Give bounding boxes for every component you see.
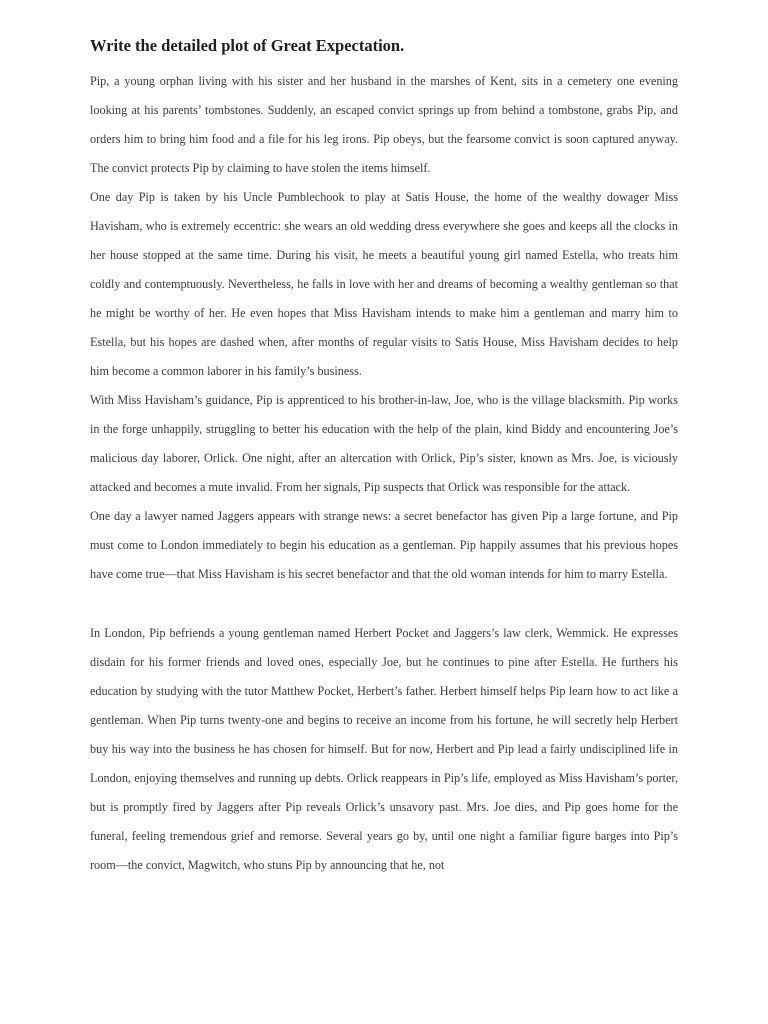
- paragraph-gap: [90, 589, 678, 619]
- document-page: [90, 34, 678, 880]
- paragraph-london: In London, Pip befriends a young gentleman named Herbert Pocket and Jaggers’s law clerk, Wemmick. He expresses disdain for his former friends and loved ones, especially Joe, but he continues to pine after Estella. He furthers his education by studying with the tutor Matthew Pocket, Herbert’s father. Herbert himself helps Pip learn how to act like a gentleman. When Pip turns twenty-one and begins to receive an income from his fortune, he will secretly help Herbert buy his way into the business he has chosen for himself. But for now, Herbert and Pip lead a fairly undisciplined life in London, enjoying themselves and running up debts. Orlick reappears in Pip’s life, employed as Miss Havisham’s porter, but is promptly fired by Jaggers after Pip reveals Orlick’s unsavory past. Mrs. Joe dies, and Pip goes home for the funeral, feeling tremendous grief and remorse. Several years go by, until one night a familiar figure barges into Pip’s room—the convict, Magwitch, who stuns Pip by announcing that he, not: [90, 626, 678, 872]
- paragraph-apprenticeship: With Miss Havisham’s guidance, Pip is apprenticed to his brother-in-law, Joe, who is the village blacksmith. Pip works in the forge unhappily, struggling to better his education with the help of the plain, kind Biddy and encountering Joe’s malicious day laborer, Orlick. One night, after an altercation with Orlick, Pip’s sister, known as Mrs. Joe, is viciously attacked and becomes a mute invalid. From her signals, Pip suspects that Orlick was responsible for the attack.: [90, 393, 678, 494]
- document-title: Write the detailed plot of Great Expectation.: [90, 36, 405, 55]
- paragraph-benefactor: One day a lawyer named Jaggers appears with strange news: a secret benefactor has given Pip a large fortune, and Pip must come to London immediately to begin his education as a gentleman. Pip happily assumes that his previous hopes have come true—that Miss Havisham is his secret benefactor and that the old woman intends for him to marry Estella.: [90, 509, 678, 581]
- paragraph-convict: Pip, a young orphan living with his sister and her husband in the marshes of Kent, sits in a cemetery one evening looking at his parents’ tombstones. Suddenly, an escaped convict springs up from behind a tombstone, grabs Pip, and orders him to bring him food and a file for his leg irons. Pip obeys, but the fearsome convict is soon captured anyway. The convict protects Pip by claiming to have stolen the items himself.: [90, 74, 678, 175]
- paragraph-satis-house: One day Pip is taken by his Uncle Pumblechook to play at Satis House, the home of the wealthy dowager Miss Havisham, who is extremely eccentric: she wears an old wedding dress everywhere she goes and keeps all the clocks in her house stopped at the same time. During his visit, he meets a beautiful young girl named Estella, who treats him coldly and contemptuously. Nevertheless, he falls in love with her and dreams of becoming a wealthy gentleman so that he might be worthy of her. He even hopes that Miss Havisham intends to make him a gentleman and marry him to Estella, but his hopes are dashed when, after months of regular visits to Satis House, Miss Havisham decides to help him become a common laborer in his family’s business.: [90, 190, 678, 378]
